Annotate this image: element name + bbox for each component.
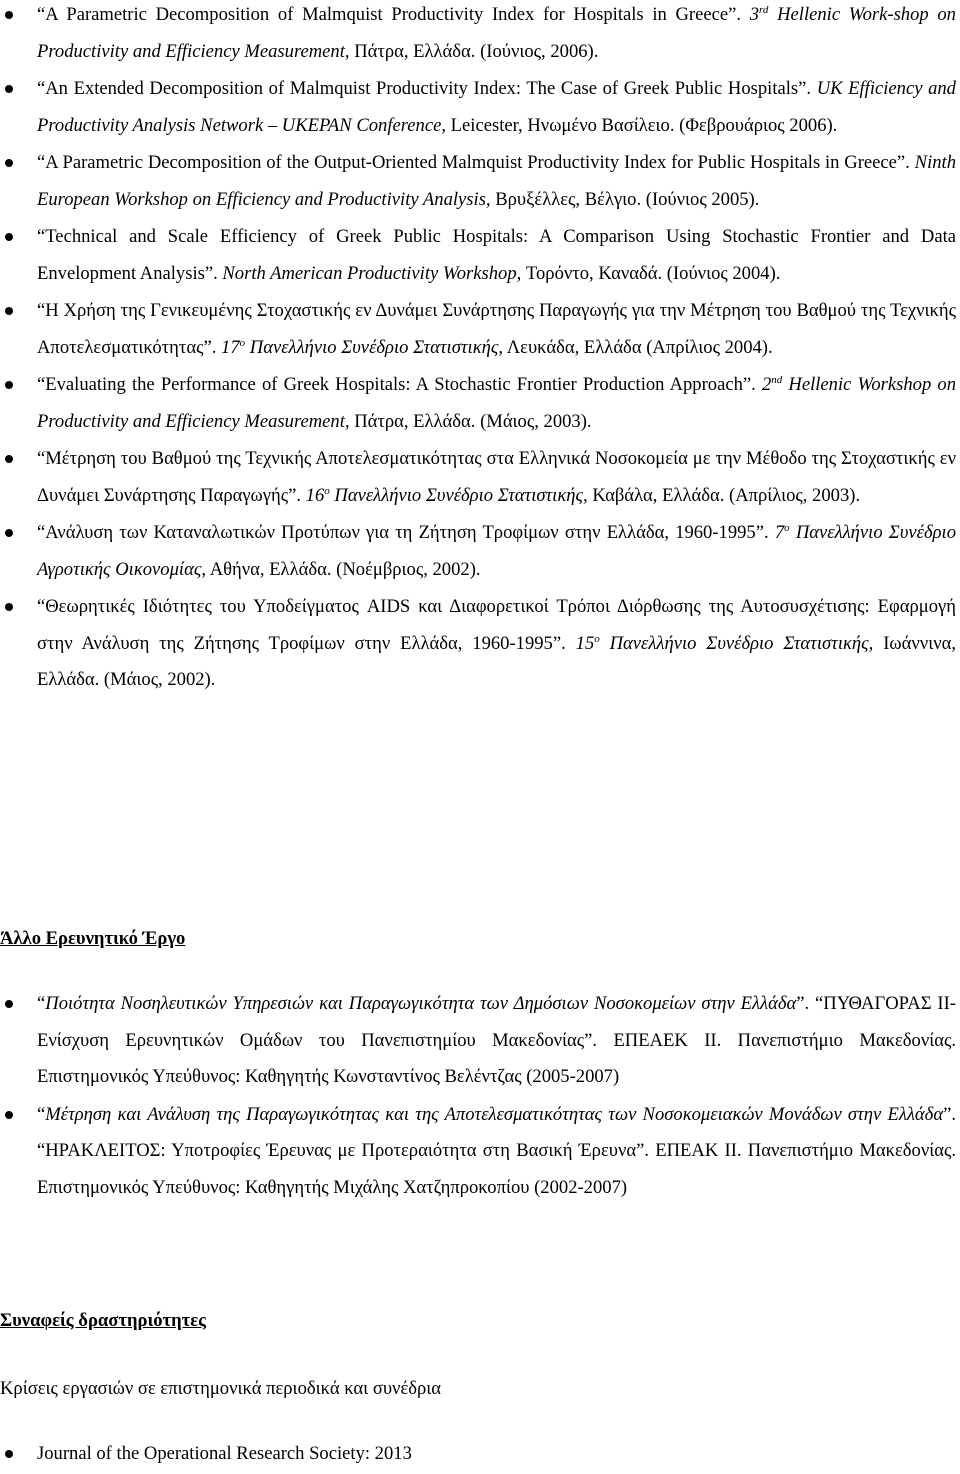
subheading-reviews: Κρίσεις εργασιών σε επιστημονικά περιοδικά και συνέδρια (0, 1378, 442, 1399)
list-item (0, 71, 960, 144)
bullet-icon (5, 307, 13, 315)
location: Βρυξέλλες, Βέλγιο. (Ιούνιος 2005). (495, 188, 760, 210)
paper-title: “Μέτρηση του Βαθμού της Τεχνικής Αποτελεσματικότητας στα Ελληνικά Νοσοκομεία με την Μέθοδο της Στοχαστικής εν Δυνάμει Συνάρτησης Παραγωγής”. (37, 448, 956, 506)
venue: 3rd Hellenic Work-shop on Productivity and Efficiency Measurement, (37, 4, 956, 62)
list-item (0, 219, 960, 292)
list-item: “Μέτρηση και Ανάλυση της Παραγωγικότητας και της Αποτελεσματικότητας των Νοσοκομειακών Μονάδων στην Ελλάδα”. “ΗΡΑΚΛΕΙΤΟΣ: Υποτροφίες Έρευνας με Προτεραιότητα στη Βασική Έρευνα”. ΕΠΕΑΚ ΙΙ. Πανεπιστήμιο Μακεδονίας. Επιστημονικός Υπεύθυνος: Καθηγητής Μιχάλης Χατζηπροκοπίου (2002-2007) (0, 1097, 960, 1207)
location: Αθήνα, Ελλάδα. (Νοέμβριος, 2002). (209, 558, 481, 580)
venue: $16^o$ Πανελλήνιο Συνέδριο Στατιστικής, (305, 484, 588, 506)
paper-title: “A Parametric Decomposition of Malmquist Productivity Index for Hospitals in Greece”. (37, 4, 742, 25)
other-research-list (0, 986, 960, 1207)
list-item (0, 293, 960, 366)
list-item (0, 589, 960, 699)
conference-list (0, 0, 960, 700)
project-details: ”. “ΗΡΑΚΛΕΙΤΟΣ: Υποτροφίες Έρευνας με Προτεραιότητα στη Βασική Έρευνα”. ΕΠΕΑΚ ΙΙ. Πανεπιστήμιο Μακεδονίας. Επιστημονικός Υπεύθυνος: Καθηγητής Μιχάλης Χατζηπροκοπίου (2002-2007) (37, 1103, 956, 1198)
venue: North American Productivity Workshop, (222, 262, 522, 284)
bullet-icon (5, 159, 13, 167)
paper-title: “An Extended Decomposition of Malmquist Productivity Index: The Case of Greek Public Hospitals”. (37, 78, 812, 99)
venue: 2nd Hellenic Workshop on Productivity and Efficiency Measurement, (37, 374, 956, 432)
list-item (0, 515, 960, 588)
project-title: Μέτρηση και Ανάλυση της Παραγωγικότητας και της Αποτελεσματικότητας των Νοσοκομειακών Μονάδων στην Ελλάδα (45, 1103, 944, 1125)
location: Καβάλα, Ελλάδα. (Απρίλιος, 2003). (592, 484, 861, 506)
location: Λευκάδα, Ελλάδα (Απρίλιος 2004). (506, 336, 773, 358)
paper-title: “Ανάλυση των Καταναλωτικών Προτύπων για τη Ζήτηση Τροφίμων στην Ελλάδα, 1960-1995”. (37, 522, 769, 543)
bullet-icon (5, 233, 13, 241)
project-title: Ποιότητα Νοσηλευτικών Υπηρεσιών και Παραγωγικότητα των Δημόσιων Νοσοκομείων στην Ελλάδα (45, 993, 797, 1014)
venue: $17^o$ Πανελλήνιο Συνέδριο Στατιστικής, (221, 336, 504, 358)
venue: $7^o$ Πανελλήνιο Συνέδριο Αγροτικής Οικονομίας, (37, 522, 956, 580)
bullet-icon (5, 1000, 13, 1008)
project-details: ”. “ΠΥΘΑΓΟΡΑΣ ΙΙ- Ενίσχυση Ερευνητικών Ομάδων του Πανεπιστημίου Μακεδονίας”. ΕΠΕΑΕΚ ΙΙ. Πανεπιστήμιο Μακεδονίας. Επιστημονικός Υπεύθυνος: Καθηγητής Κωνσταντίνος Βελέντζας (2005-2007) (37, 993, 956, 1087)
list-item (0, 145, 960, 218)
section-heading-related-activities: Συναφείς δραστηριότητες (0, 1310, 207, 1331)
venue: UK Efficiency and Productivity Analysis Network – UKEPAN Conference, (37, 78, 956, 136)
paper-title: “A Parametric Decomposition of the Output-Oriented Malmquist Productivity Index for Public Hospitals in Greece”. (37, 152, 910, 173)
list-item (0, 441, 960, 514)
location: Πάτρα, Ελλάδα. (Ιούνιος, 2006). (354, 40, 599, 62)
bullet-icon (5, 11, 13, 19)
bullet-icon (5, 455, 13, 463)
bullet-icon (5, 85, 13, 93)
location: Leicester, Ηνωμένο Βασίλειο. (Φεβρουάριος 2006). (450, 114, 838, 136)
section-heading-other-research: Άλλο Ερευνητικό Έργο (0, 928, 186, 949)
bullet-icon (5, 1111, 13, 1119)
list-item: “Ποιότητα Νοσηλευτικών Υπηρεσιών και Παραγωγικότητα των Δημόσιων Νοσοκομείων στην Ελλάδα”. “ΠΥΘΑΓΟΡΑΣ ΙΙ- Ενίσχυση Ερευνητικών Ομάδων του Πανεπιστημίου Μακεδονίας”. ΕΠΕΑΕΚ ΙΙ. Πανεπιστήμιο Μακεδονίας. Επιστημονικός Υπεύθυνος: Καθηγητής Κωνσταντίνος Βελέντζας (2005-2007) (0, 986, 960, 1096)
bullet-icon (5, 1450, 13, 1458)
location: Ιωάννινα, Ελλάδα. (Μάιος, 2002). (37, 632, 957, 690)
list-item (0, 0, 960, 70)
paper-title: “Θεωρητικές Ιδιότητες του Υποδείγματος AIDS και Διαφορετικοί Τρόποι Διόρθωσης της Αυτοσυσχέτισης: Εφαρμογή στην Ανάλυση της Ζήτησης Τροφίμων στην Ελλάδα, 1960-1995”. (37, 596, 956, 654)
location: Πάτρα, Ελλάδα. (Μάιος, 2003). (354, 410, 592, 432)
paper-title: “Evaluating the Performance of Greek Hospitals: A Stochastic Frontier Production Approach”. (37, 374, 756, 395)
review-list (0, 1436, 960, 1474)
venue: Ninth European Workshop on Efficiency and Productivity Analysis, (37, 152, 956, 210)
journal-entry: Journal of the Operational Research Society: 2013 (37, 1443, 412, 1464)
list-item (0, 367, 960, 440)
bullet-icon (5, 603, 13, 611)
venue: $15^o$ Πανελλήνιο Συνέδριο Στατιστικής, (575, 632, 874, 654)
paper-title: “Η Χρήση της Γενικευμένης Στοχαστικής εν Δυνάμει Συνάρτησης Παραγωγής για την Μέτρηση του Βαθμού της Τεχνικής Αποτελεσματικότητας”. (37, 300, 956, 358)
list-item (0, 1436, 960, 1473)
bullet-icon (5, 381, 13, 389)
bullet-icon (5, 529, 13, 537)
paper-title: “Technical and Scale Efficiency of Greek Public Hospitals: A Comparison Using Stochastic Frontier and Data Envelopment Analysis”. (37, 226, 956, 284)
location: Τορόντο, Καναδά. (Ιούνιος 2004). (525, 262, 781, 284)
